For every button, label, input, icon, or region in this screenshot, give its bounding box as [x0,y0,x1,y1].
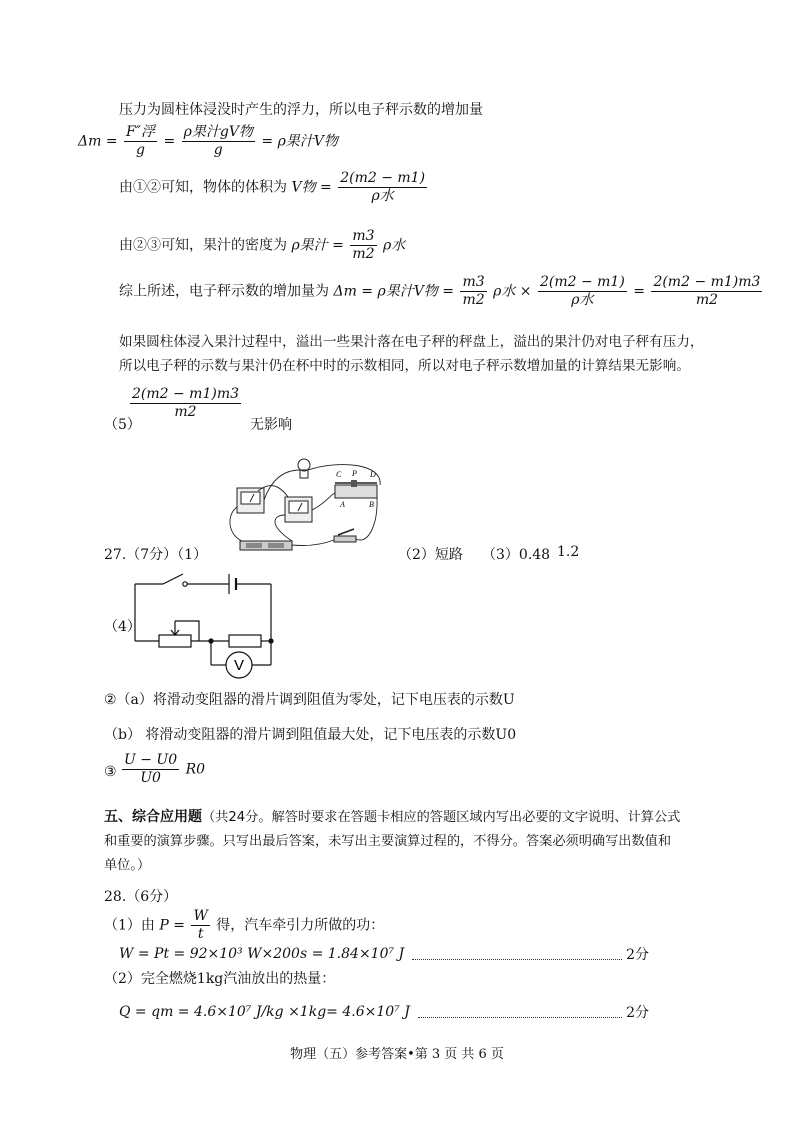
text: 得，汽车牵引力所做的功： [216,917,385,934]
answer-5-text: 无影响 [250,417,292,433]
switch-pivot [183,582,187,586]
q28-step2: （2）完全燃烧1kg汽油放出的热量： [104,971,336,987]
text-line-volume [119,170,429,205]
text-line: 压力为圆柱体浸没时产生的浮力，所以电子秤示数的增加量 [119,102,483,118]
denominator: U0 [140,770,161,786]
section-5-heading [104,806,680,826]
letter-p: P [352,469,357,478]
circuit-physical-diagram [218,455,398,558]
q28-step1 [104,908,384,943]
score: 2分 [626,947,649,963]
eq-lhs: ρ果汁 = [291,237,344,254]
denominator: m2 [462,292,485,308]
fraction [124,124,157,159]
eq-rhs: R0 [185,761,206,778]
section-title: 五、综合应用题 [104,809,202,825]
dotted-leader [412,949,622,960]
q27-step3-label: ③ [104,764,117,780]
fraction [122,752,179,787]
numerator: 2(m2 − m1) [340,170,426,186]
q28-label: 28.（6分） [104,889,178,905]
text-line-density [119,228,405,263]
text: 由②③可知，果汁的密度为 [119,237,287,254]
text: 由①②可知，物体的体积为 [119,179,287,196]
equation-delta-m [78,124,338,159]
numerator: U − U0 [124,752,178,768]
rheostat-symbol [159,635,191,647]
q27-step-a: ②（a）将滑动变阻器的滑片调到阻值为零处，记下电压表的示数U [104,692,515,708]
q28-step1-equation [119,944,649,964]
page-footer: 物理（五）参考答案•第 3 页 共 6 页 [290,1047,504,1062]
voltmeter-label: V [233,657,245,674]
numerator: 2(m2 − m1) [539,274,625,290]
denominator: g [213,142,223,158]
numerator: 2(m2 − m1)m3 [653,274,761,290]
switch-icon [334,529,356,542]
denominator: ρ水 [371,188,394,204]
section-note: 单位。） [104,858,151,873]
resistor-symbol [229,635,261,647]
q27-step3-expr [120,752,205,787]
eq-rhs: ρ水 [382,237,406,254]
q27-answer-2: （2）短路 [398,547,463,563]
text: （1）由 [104,917,155,934]
eq-lhs: P = [159,917,185,934]
score: 2分 [626,1005,649,1021]
fraction [191,908,209,943]
numerator: ρ果汁gV物 [183,124,253,140]
numerator: 2(m2 − m1)m3 [132,386,240,402]
fraction [460,274,486,309]
answer-5-fraction [128,386,243,421]
denominator: t [197,926,204,942]
rheostat-slider [171,621,179,635]
q27-answer-3: （3）0.48 [482,547,551,563]
text-line: 所以电子秤的示数与果汁仍在杯中时的示数相同，所以对电子秤示数增加量的计算结果无影响。 [119,358,690,374]
eq-sign: = [163,133,176,150]
text: 综上所述，电子秤示数的增加量为 [119,283,329,300]
meter-right-icon [285,497,312,522]
denominator: m2 [695,292,719,308]
fraction [182,124,255,159]
fraction [651,274,762,309]
q27-answer-4-label: （4） [104,619,141,635]
equation: Q = qm = 4.6×10⁷ J/kg ×1kg= 4.6×10⁷ J [119,1004,410,1020]
letter-c: C [336,470,342,479]
equation: W = Pt = 92×10³ W×200s = 1.84×10⁷ J [119,946,405,962]
eq-lhs: V物 = [291,179,332,196]
numerator: m3 [462,274,485,290]
dotted-leader [418,1007,622,1018]
denominator: m2 [174,404,197,420]
eq-lhs: Δm = ρ果汁V物 = [333,283,454,300]
fraction [338,170,427,205]
q28-step2-equation [119,1002,649,1022]
eq-mid: ρ水 × [493,283,532,300]
eq-rhs: = ρ果汁V物 [261,133,338,150]
numerator: F″浮 [126,124,155,140]
section-note: 和重要的演算步骤。只写出最后答案，未写出主要演算过程的，不得分。答案必须明确写出数值和 [104,834,672,849]
denominator: g [136,142,145,158]
q27-label: 27.（7分）（1） [104,547,208,563]
rheostat-icon [335,469,377,509]
fraction [538,274,627,309]
text-line: 如果圆柱体浸入果汁过程中，溢出一些果汁落在电子秤的秤盘上，溢出的果汁仍对电子秤有压力， [119,334,704,350]
q27-step-b: （b） 将滑动变阻器的滑片调到阻值最大处，记下电压表的示数U0 [104,727,517,743]
eq-sign: = [633,283,645,300]
letter-a: A [340,500,345,509]
switch-lever [163,574,183,584]
letter-d: D [370,470,376,479]
bulb-icon [298,459,310,478]
text-line-summary [119,274,764,309]
q27-answer-3b: 1.2 [557,544,580,560]
fraction [130,386,241,421]
meter-left-icon [237,488,264,513]
answer-5-label: （5） [104,417,141,433]
eq-lhs: Δm = [78,133,118,150]
numerator: m3 [352,228,375,244]
battery-box-icon [240,541,292,550]
letter-b: B [369,500,374,509]
denominator: ρ水 [571,292,594,308]
fraction [350,228,376,263]
section-note: （共24分。解答时要求在答题卡相应的答题区域内写出必要的文字说明、计算公式 [202,810,681,825]
circuit-schematic [125,566,285,686]
numerator: W [193,908,208,924]
denominator: m2 [352,246,375,262]
